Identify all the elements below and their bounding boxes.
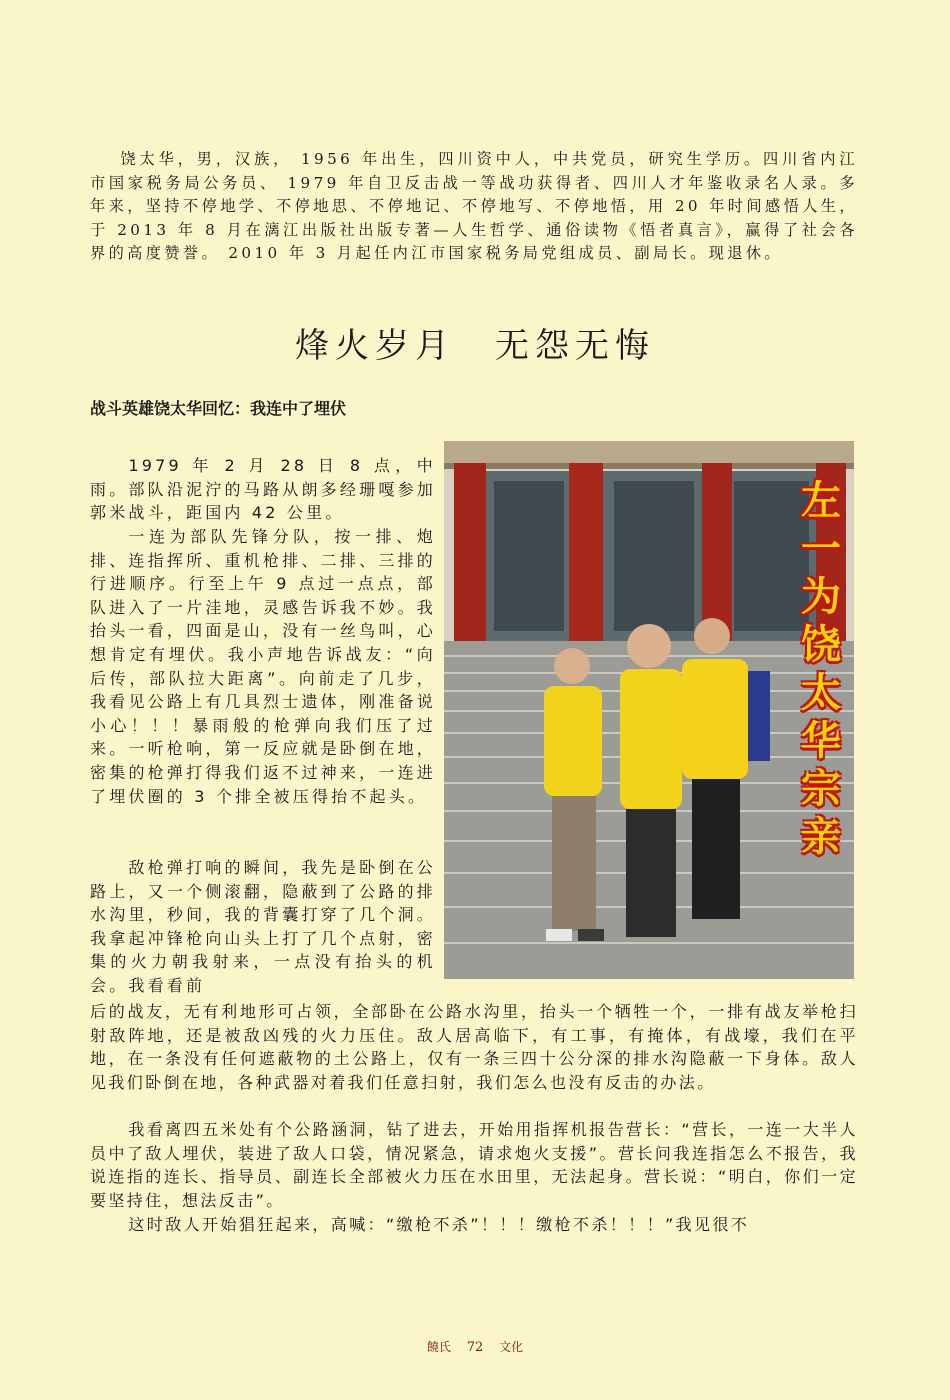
article-paragraph-3b: 后的战友，无有利地形可占领，全部卧在公路水沟里，抬头一个牺牲一个，一排有战友举枪扫射敌阵地，还是被敌凶残的火力压住。敌人居高临下，有工事，有掩体，有战壕，我们在平地，在一条没有任何遮蔽物的土公路上，仅有一条三四十公分深的排水沟隐蔽一下身体。敌人见我们卧倒在地，各种武器对着我们任意扫射，我们怎么也没有反击的办法。 xyxy=(90,1002,858,1092)
group-photo xyxy=(444,441,854,979)
article-paragraph-4: 我看离四五米处有个公路涵洞，钻了进去，开始用指挥机报告营长：“营长，一连一大半人员中了敌人埋伏，装进了敌人口袋，情况紧急，请求炮火支援”。营长问我连指怎么不报告，我说连指的连长、指导员、副连长全部被火力压在水田里，无法起身。营长说：“明白，你们一定要坚持住，想法反击”。 xyxy=(90,1120,858,1210)
article-paragraph-2: 一连为部队先锋分队，按一排、炮排、连指挥所、重机枪排、二排、三排的行进顺序。行至上午 9 点过一点点，部队进入了一片洼地，灵感告诉我不妙。我抬头一看，四面是山，没有一丝鸟叫，心想肯定有埋伏。我小声地告诉战友：“向后传，部队拉大距离”。向前走了几步，我看见公路上有几具烈士遗体，刚准备说小心！！！暴雨般的枪弹向我们压了过来。一听枪响，第一反应就是卧倒在地，密集的枪弹打得我们返不过神来，一连进了埋伏圈的 3 个排全被压得抬不起头。 xyxy=(90,527,436,806)
page-footer xyxy=(0,1338,950,1355)
article-paragraph-1: 1979 年 2 月 28 日 8 点，中雨。部队沿泥泞的马路从朗多经珊嘎参加郭米战斗，距国内 42 公里。 xyxy=(90,456,436,523)
article-paragraph-3a: 敌枪弹打响的瞬间，我先是卧倒在公路上，又一个侧滚翻，隐蔽到了公路的排水沟里，秒间，我的背囊打穿了几个洞。我拿起冲锋枪向山头上打了几个点射，密集的火力朝我射来，一点没有抬头的机会。我看看前 xyxy=(90,858,436,995)
photo-caption: 左一为饶太华宗亲 xyxy=(801,478,841,860)
article-paragraph-5: 这时敌人开始猖狂起来，高喊：“缴枪不杀”！！！缴枪不杀！！！”我见很不 xyxy=(128,1215,750,1234)
author-bio: 饶太华，男，汉族， 1956 年出生，四川资中人，中共党员，研究生学历。四川省内江市国家税务局公务员、 1979 年自卫反击战一等战功获得者、四川人才年鉴收录名人录。多年来，坚持不停地学、不停地思、不停地记、不停地写、不停地悟，用 20 年时间感悟人生，于 2013 年 8 月在漓江出版社出版专著—人生哲学、通俗读物《悟者真言》，赢得了社会各界的高度赞誉。 2010 年 3 月起任内江市国家税务局党组成员、副局长。现退休。 xyxy=(90,150,858,263)
photo-illustration xyxy=(444,441,854,979)
page-number: 72 xyxy=(466,1340,484,1355)
footer-right: 文化 xyxy=(499,1340,524,1354)
article-subtitle: 战斗英雄饶太华回忆：我连中了埋伏 xyxy=(90,399,347,418)
footer-left: 饒氏 xyxy=(426,1340,451,1354)
article-title: 烽火岁月 无怨无悔 xyxy=(295,326,655,366)
